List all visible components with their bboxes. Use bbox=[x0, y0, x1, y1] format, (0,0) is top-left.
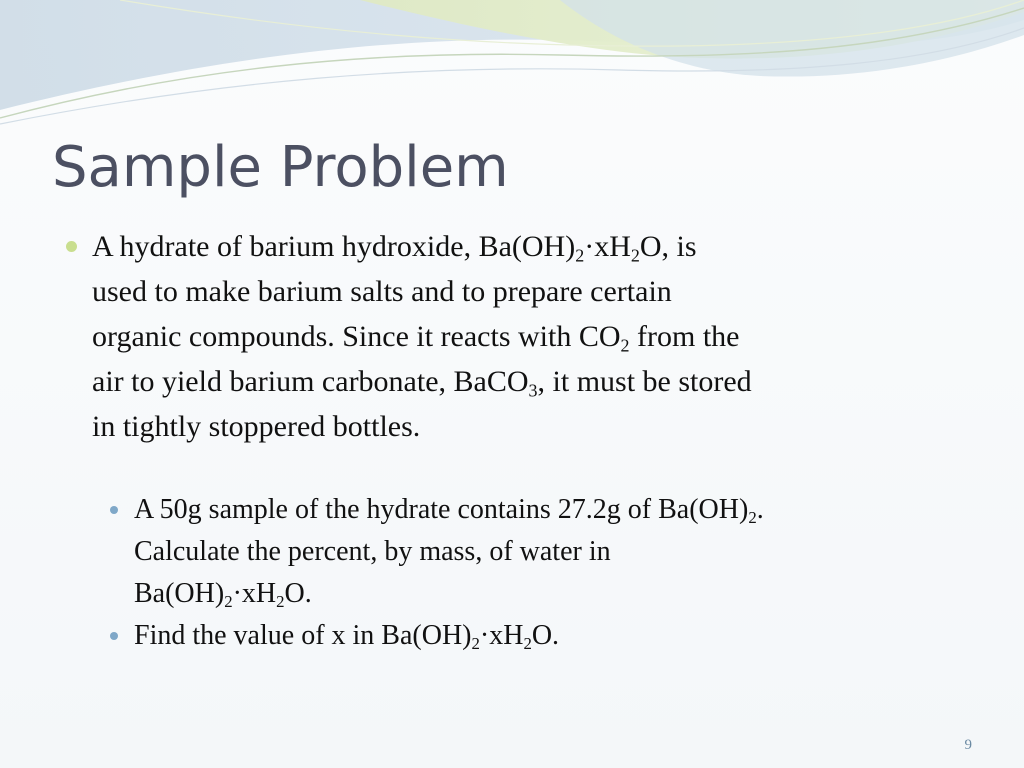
sub-bullet-item-find-x bbox=[58, 615, 978, 657]
round-bullet-icon bbox=[110, 632, 118, 640]
round-bullet-icon bbox=[66, 241, 77, 252]
text-line: $Ba(OH)_2\cdot xH_2O$. bbox=[134, 578, 312, 612]
header-wave-decoration bbox=[0, 0, 1024, 130]
text-line: Calculate the percent, by mass, of water in bbox=[134, 536, 611, 567]
slide-title: Sample Problem bbox=[52, 135, 509, 200]
text-line: A hydrate of barium hydroxide, $Ba(OH)_2\cdot xH_2O$, is bbox=[92, 230, 697, 266]
text-line: A 50g sample of the hydrate contains 27.2g of $Ba(OH)_2$. bbox=[134, 494, 764, 528]
text-line: used to make barium salts and to prepare certain bbox=[92, 275, 672, 308]
text-line: Find the value of x in $Ba(OH)_2\cdot xH_2O$. bbox=[134, 620, 560, 654]
text-line: air to yield barium carbonate, BaCO$_3$, it must be stored bbox=[92, 365, 752, 401]
text-line: organic compounds. Since it reacts with $CO_2$ from the bbox=[92, 320, 740, 356]
round-bullet-icon bbox=[110, 506, 118, 514]
sub-bullet-item-percent-water bbox=[58, 489, 978, 615]
bullet-item-hydrate-description bbox=[58, 224, 978, 449]
slide-number: 9 bbox=[964, 737, 972, 753]
text-line: in tightly stoppered bottles. bbox=[92, 410, 421, 443]
slide-body bbox=[58, 224, 978, 657]
